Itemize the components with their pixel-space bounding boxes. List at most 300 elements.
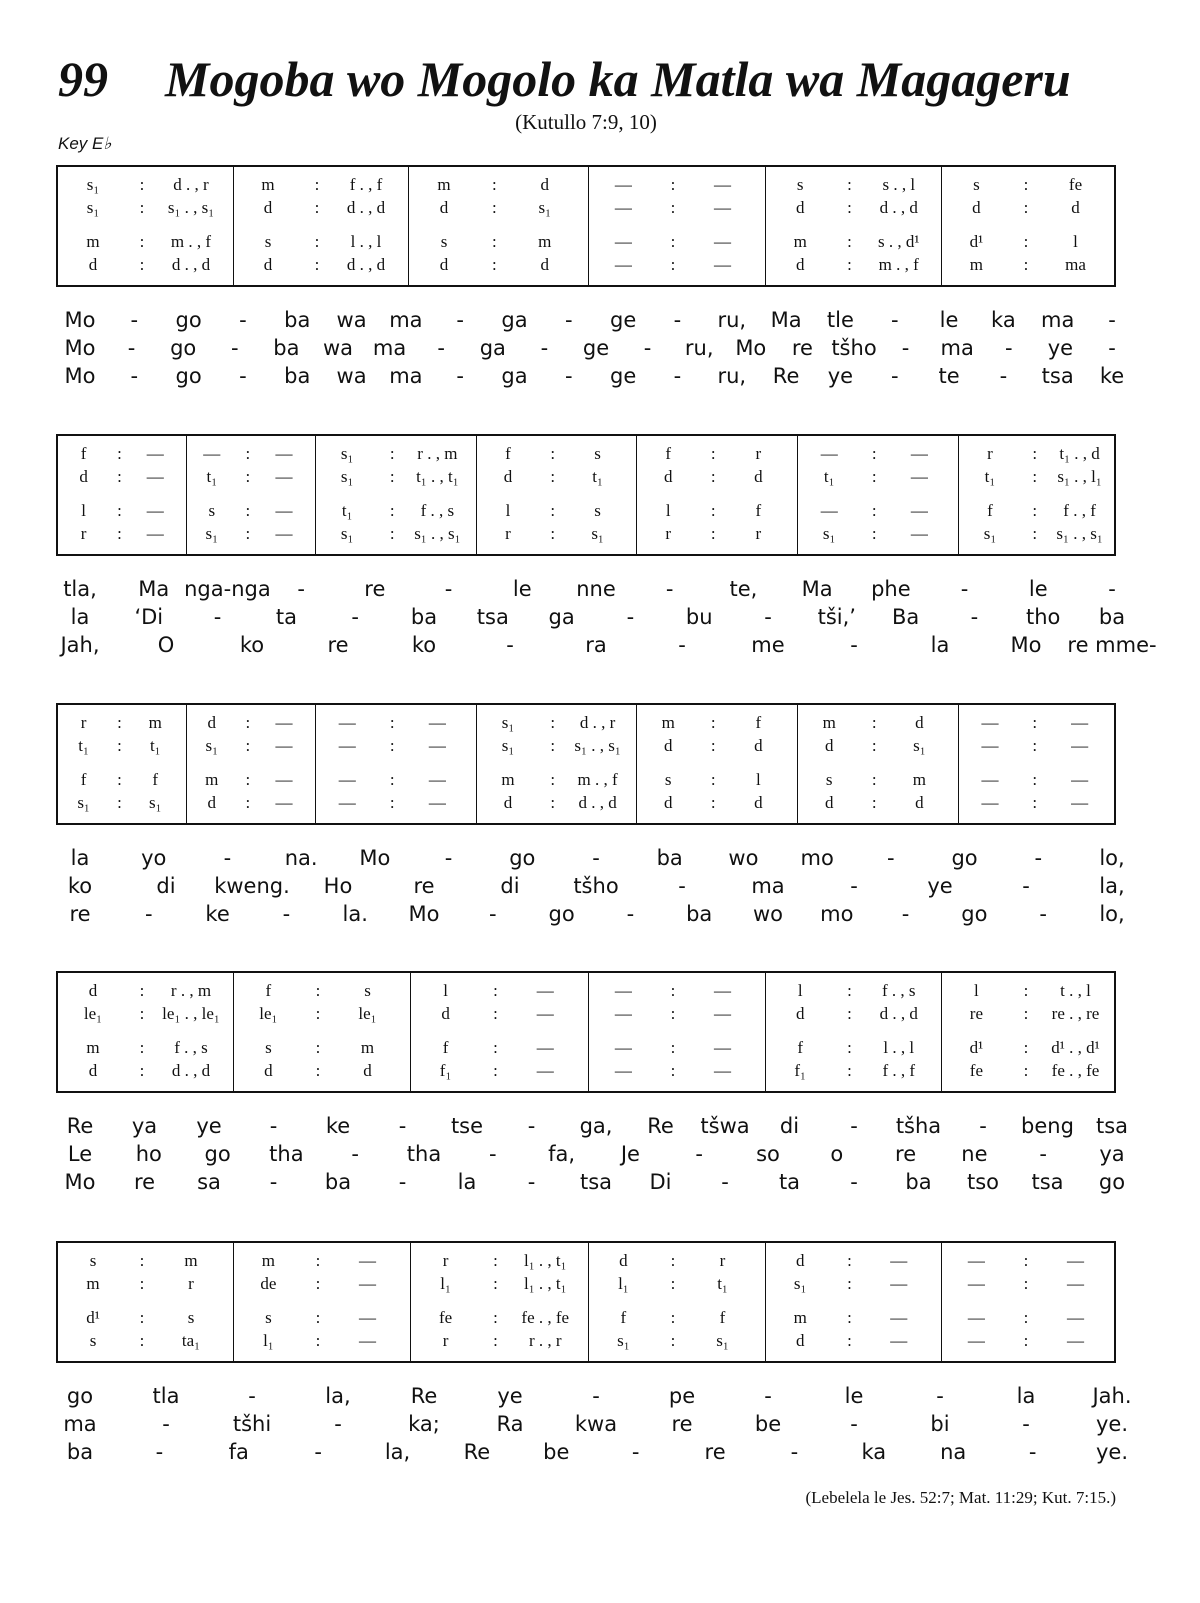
lyric-syllable: phe xyxy=(871,577,911,601)
lyric-syllable: ge xyxy=(582,336,610,360)
solfa-note: r . , r xyxy=(528,1331,562,1350)
solfa-note: l . , l xyxy=(350,232,382,251)
solfa-note: : xyxy=(1023,1004,1029,1023)
lyric-syllable: Le xyxy=(67,1142,93,1166)
lyric-syllable: - xyxy=(887,846,895,870)
solfa-note: m xyxy=(912,770,926,789)
lyric-syllable: tšha xyxy=(895,1114,942,1138)
solfa-note: — xyxy=(536,1038,554,1057)
solfa-note: l . , l xyxy=(883,1038,915,1057)
solfa-note: — xyxy=(614,232,632,251)
lyric-syllable: - xyxy=(936,1384,944,1408)
solfa-note: f . , s xyxy=(420,501,455,520)
solfa-note: d xyxy=(88,255,98,274)
lyric-syllable: go xyxy=(509,846,536,870)
bar-line xyxy=(410,973,411,1091)
solfa-note: d xyxy=(754,736,763,755)
solfa-note: le₁ . , le₁ xyxy=(162,1004,220,1023)
solfa-note: : xyxy=(670,1004,676,1023)
lyric-syllable: Ma xyxy=(770,308,802,332)
lyric-syllable: ba xyxy=(686,902,713,926)
solfa-note: d xyxy=(795,1004,805,1023)
lyric-syllable: la, xyxy=(384,1440,411,1464)
solfa-note: : xyxy=(389,793,395,812)
solfa-note: l xyxy=(505,501,511,520)
lyric-syllable: - xyxy=(444,577,453,601)
lyric-syllable: ba xyxy=(905,1170,932,1194)
lyric-syllable: - xyxy=(527,1170,536,1194)
lyric-syllable: tsa xyxy=(1031,1170,1064,1194)
solfa-note: : xyxy=(1023,981,1029,1000)
solfa-note: — xyxy=(338,713,356,732)
lyric-syllable: na. xyxy=(284,846,318,870)
solfa-note: — xyxy=(428,770,446,789)
solfa-note: l xyxy=(974,981,979,1000)
solfa-note: : xyxy=(492,232,497,251)
lyric-syllable: - xyxy=(506,633,514,657)
solfa-note: : xyxy=(550,467,556,486)
solfa-note: — xyxy=(1067,1331,1085,1350)
solfa-note: m xyxy=(538,232,552,251)
solfa-note: m xyxy=(969,255,984,274)
solfa-note: : xyxy=(389,444,395,463)
lyric-syllable: - xyxy=(790,1440,799,1464)
solfa-note: d¹ xyxy=(969,1038,984,1057)
solfa-note: f . , f xyxy=(882,1061,916,1080)
lyric-syllable: O xyxy=(157,633,175,657)
solfa-note: t₁ xyxy=(78,736,89,755)
solfa-note: : xyxy=(847,1251,852,1270)
solfa-note: m xyxy=(261,1251,276,1270)
solfa-note: — xyxy=(910,501,928,520)
solfa-note: s₁ xyxy=(86,175,100,194)
bar-line xyxy=(797,436,798,554)
lyric-syllable: ta xyxy=(275,605,297,629)
solfa-note: ta₁ xyxy=(181,1331,201,1350)
solfa-note: f xyxy=(665,444,672,463)
solfa-note: f xyxy=(505,444,511,463)
solfa-note: s₁ xyxy=(501,713,515,732)
lyric-syllable: te xyxy=(938,364,960,388)
solfa-note: : xyxy=(871,501,877,520)
solfa-note: : xyxy=(1032,467,1038,486)
solfa-note: s₁ . , s₁ xyxy=(1056,524,1103,543)
solfa-note: : xyxy=(1032,501,1038,520)
solfa-note: — xyxy=(275,770,293,789)
lyric-syllable: ‘Di xyxy=(134,605,164,629)
solfa-note: — xyxy=(275,736,293,755)
solfa-note: f xyxy=(80,444,87,463)
solfa-note: f . , f xyxy=(1063,501,1096,520)
solfa-note: : xyxy=(670,255,676,274)
solfa-note: s₁ xyxy=(148,793,162,812)
solfa-note: d xyxy=(207,793,217,812)
solfa-note: — xyxy=(890,1251,908,1270)
lyric-syllable: - xyxy=(1039,1142,1047,1166)
solfa-note: : xyxy=(847,255,852,274)
solfa-note: : xyxy=(710,501,716,520)
solfa-note: s xyxy=(265,1038,272,1057)
solfa-note: d xyxy=(663,736,673,755)
lyric-syllable: - xyxy=(456,308,464,332)
lyric-syllable: ge xyxy=(610,308,637,332)
lyric-syllable: - xyxy=(979,1114,987,1138)
solfa-note: : xyxy=(871,793,877,812)
solfa-note: — xyxy=(820,501,838,520)
lyric-syllable: ma xyxy=(372,336,407,360)
lyric-syllable: - xyxy=(351,605,359,629)
lyric-syllable: - xyxy=(890,308,899,332)
solfa-note: d . , d xyxy=(171,255,211,274)
lyric-syllable: - xyxy=(314,1440,322,1464)
solfa-note: d xyxy=(540,255,550,274)
bar-line xyxy=(765,1243,766,1361)
solfa-note: s₁ xyxy=(86,198,100,217)
lyric-syllable: go xyxy=(1098,1170,1126,1194)
lyric-syllable: ye. xyxy=(1095,1440,1129,1464)
lyric-syllable: Re xyxy=(647,1114,674,1138)
solfa-note: — xyxy=(714,232,732,251)
solfa-note: l₁ . , t₁ xyxy=(523,1251,567,1270)
solfa-note: d xyxy=(915,793,924,812)
music-system xyxy=(56,1241,1116,1363)
lyric-syllable: - xyxy=(565,308,573,332)
solfa-note: le₁ xyxy=(83,1004,103,1023)
bar-line xyxy=(588,1243,589,1361)
solfa-note: f₁ xyxy=(794,1061,806,1080)
solfa-note: s xyxy=(187,1308,195,1327)
lyric-syllable: re xyxy=(364,577,386,601)
solfa-note: : xyxy=(1023,198,1029,217)
lyric-syllable: - xyxy=(145,902,153,926)
solfa-note: s xyxy=(664,770,672,789)
solfa-note: f . , s xyxy=(174,1038,208,1057)
solfa-note: : xyxy=(117,444,122,463)
lyric-syllable: le xyxy=(844,1384,864,1408)
solfa-note: — xyxy=(614,198,632,217)
solfa-note: s xyxy=(208,501,216,520)
solfa-note: m xyxy=(661,713,675,732)
solfa-note: : xyxy=(139,175,145,194)
solfa-note: — xyxy=(146,501,164,520)
bar-line xyxy=(941,973,942,1091)
solfa-note: d xyxy=(264,1061,273,1080)
solfa-note: — xyxy=(714,175,732,194)
lyric-syllable: ma xyxy=(751,874,785,898)
lyric-syllable: Ba xyxy=(891,605,920,629)
lyric-syllable: mo xyxy=(820,902,854,926)
solfa-note: — xyxy=(714,1004,732,1023)
lyric-syllable: la xyxy=(457,1170,477,1194)
solfa-note: : xyxy=(710,444,716,463)
solfa-note: r xyxy=(505,524,511,543)
lyric-syllable: ka xyxy=(861,1440,887,1464)
lyric-syllable: tha xyxy=(269,1142,304,1166)
solfa-note: l xyxy=(665,501,671,520)
solfa-note: fe . , fe xyxy=(1051,1061,1100,1080)
solfa-note: f . , s xyxy=(881,981,916,1000)
solfa-note: s xyxy=(825,770,833,789)
lyric-syllable: Re xyxy=(66,1114,94,1138)
lyric-syllable: go xyxy=(175,364,202,388)
bar-line xyxy=(186,705,187,823)
solfa-note: t₁ xyxy=(823,467,835,486)
lyric-syllable: re xyxy=(704,1440,726,1464)
bar-line xyxy=(941,1243,942,1361)
solfa-note: — xyxy=(820,444,838,463)
solfa-note: d xyxy=(795,1331,805,1350)
solfa-note: t₁ . , d xyxy=(1059,444,1100,463)
lyric-syllable: - xyxy=(223,846,232,870)
solfa-note: : xyxy=(117,793,122,812)
lyric-syllable: - xyxy=(673,364,682,388)
lyric-syllable: go xyxy=(204,1142,231,1166)
lyric-syllable: ko xyxy=(67,874,93,898)
solfa-note: : xyxy=(389,770,395,789)
lyric-syllable: - xyxy=(489,902,497,926)
solfa-note: s₁ xyxy=(913,736,926,755)
lyric-syllable: la, xyxy=(325,1384,351,1408)
solfa-note: — xyxy=(275,501,293,520)
solfa-note: — xyxy=(981,770,999,789)
lyric-syllable: ma xyxy=(940,336,974,360)
solfa-note: : xyxy=(710,770,716,789)
lyric-syllable: be xyxy=(754,1412,782,1436)
lyric-syllable: ba xyxy=(284,308,311,332)
lyric-syllable: wa xyxy=(336,364,367,388)
solfa-note: : xyxy=(314,175,320,194)
lyric-syllable: - xyxy=(444,846,453,870)
solfa-note: : xyxy=(1023,1061,1029,1080)
lyric-syllable: - xyxy=(565,364,573,388)
solfa-note: : xyxy=(139,198,145,217)
solfa-note: — xyxy=(146,524,164,543)
solfa-note: d xyxy=(79,467,88,486)
solfa-note: s₁ xyxy=(77,793,90,812)
solfa-note: : xyxy=(847,1061,852,1080)
lyric-syllable: la xyxy=(70,605,90,629)
solfa-note: — xyxy=(1071,793,1089,812)
lyric-syllable: go xyxy=(175,308,202,332)
solfa-note: — xyxy=(275,524,293,543)
solfa-note: : xyxy=(847,198,852,217)
solfa-note: f xyxy=(719,1308,726,1327)
lyric-syllable: tla xyxy=(152,1384,180,1408)
solfa-note: : xyxy=(315,1061,321,1080)
lyric-syllable: - xyxy=(850,1114,858,1138)
lyric-syllable: go xyxy=(170,336,197,360)
solfa-note: : xyxy=(1032,736,1038,755)
solfa-note: le₁ xyxy=(358,1004,377,1023)
solfa-note: : xyxy=(1032,713,1038,732)
solfa-note: — xyxy=(428,736,446,755)
lyric-syllable: Mo xyxy=(64,1170,96,1194)
solfa-note: ma xyxy=(1065,255,1086,274)
lyric-syllable: Re xyxy=(410,1384,438,1408)
solfa-note: r xyxy=(80,524,87,543)
solfa-note: : xyxy=(1023,1331,1029,1350)
solfa-note: l xyxy=(443,981,448,1000)
solfa-note: : xyxy=(492,175,497,194)
solfa-note: f xyxy=(442,1038,449,1057)
solfa-note: : xyxy=(315,1251,321,1270)
bar-line xyxy=(476,705,477,823)
lyric-syllable: ke xyxy=(1099,364,1125,388)
lyric-syllable: re xyxy=(327,633,349,657)
solfa-note: s xyxy=(594,501,601,520)
solfa-note: : xyxy=(139,1038,145,1057)
lyric-syllable: Mo xyxy=(408,902,440,926)
lyric-syllable: - xyxy=(850,1170,858,1194)
lyric-syllable: - xyxy=(130,364,139,388)
solfa-note: : xyxy=(139,1331,145,1350)
solfa-note: f xyxy=(265,981,272,1000)
solfa-note: — xyxy=(203,444,221,463)
solfa-note: d xyxy=(503,793,513,812)
solfa-note: : xyxy=(117,501,122,520)
solfa-note: : xyxy=(1023,1251,1029,1270)
lyric-syllable: tle xyxy=(826,308,854,332)
bar-line xyxy=(958,705,959,823)
lyric-syllable: sa xyxy=(197,1170,221,1194)
solfa-note: : xyxy=(493,1038,498,1057)
solfa-note: — xyxy=(146,444,164,463)
solfa-note: — xyxy=(981,736,999,755)
lyric-syllable: - xyxy=(1022,874,1030,898)
lyric-syllable: ga xyxy=(548,605,575,629)
key-signature: Key E♭ xyxy=(58,134,112,153)
lyric-syllable: wa xyxy=(336,308,367,332)
solfa-note: le₁ xyxy=(259,1004,278,1023)
solfa-note: : xyxy=(871,467,877,486)
lyric-syllable: - xyxy=(665,577,674,601)
lyric-syllable: - xyxy=(695,1142,703,1166)
lyric-syllable: ko xyxy=(411,633,437,657)
solfa-note: s . , d¹ xyxy=(878,232,920,251)
solfa-note: m xyxy=(822,713,836,732)
solfa-note: : xyxy=(493,1004,498,1023)
lyric-syllable: mo xyxy=(800,846,834,870)
solfa-note: : xyxy=(847,981,852,1000)
lyric-syllable: tsa xyxy=(476,605,509,629)
lyric-syllable: - xyxy=(999,364,1008,388)
solfa-note: l₁ xyxy=(440,1274,451,1293)
solfa-note: : xyxy=(1032,444,1038,463)
solfa-note: — xyxy=(910,467,928,486)
solfa-note: — xyxy=(981,793,999,812)
lyric-syllable: tsa xyxy=(1041,364,1074,388)
solfa-note: : xyxy=(314,198,320,217)
solfa-note: — xyxy=(536,981,554,1000)
solfa-note: : xyxy=(871,736,877,755)
lyric-syllable: - xyxy=(592,1384,600,1408)
solfa-note: d xyxy=(439,255,449,274)
solfa-note: r xyxy=(755,524,762,543)
solfa-note: re . , re xyxy=(1051,1004,1100,1023)
solfa-note: d xyxy=(663,793,673,812)
solfa-note: : xyxy=(245,736,251,755)
solfa-note: f xyxy=(152,770,159,789)
solfa-note: : xyxy=(315,1004,321,1023)
bar-line xyxy=(797,705,798,823)
lyric-syllable: - xyxy=(678,874,686,898)
solfa-note: — xyxy=(910,444,928,463)
lyric-syllable: Ra xyxy=(496,1412,524,1436)
lyric-syllable: wo xyxy=(752,902,784,926)
solfa-note: — xyxy=(338,793,356,812)
solfa-note: — xyxy=(275,793,293,812)
solfa-note: : xyxy=(550,444,556,463)
lyric-syllable: la xyxy=(70,846,90,870)
lyric-syllable: re mme- xyxy=(1067,633,1157,657)
lyric-syllable: ga, xyxy=(579,1114,613,1138)
music-system xyxy=(56,703,1116,825)
lyric-syllable: tho xyxy=(1025,605,1061,629)
lyric-syllable: - xyxy=(162,1412,170,1436)
solfa-note: — xyxy=(275,713,293,732)
solfa-note: m xyxy=(184,1251,198,1270)
lyric-syllable: wa xyxy=(322,336,354,360)
lyric-syllable: ga xyxy=(479,336,506,360)
solfa-note: — xyxy=(1067,1274,1085,1293)
lyric-syllable: bu xyxy=(685,605,713,629)
solfa-note: : xyxy=(139,1308,145,1327)
lyric-syllable: tso xyxy=(966,1170,1000,1194)
solfa-note: : xyxy=(847,232,852,251)
solfa-note: d . , d xyxy=(346,198,386,217)
lyric-syllable: la, xyxy=(1099,874,1125,898)
solfa-note: d . , r xyxy=(173,175,209,194)
solfa-note: d xyxy=(795,1251,805,1270)
solfa-note: : xyxy=(670,175,676,194)
solfa-note: — xyxy=(1067,1308,1085,1327)
solfa-note: d xyxy=(263,255,273,274)
lyric-syllable: tla, xyxy=(63,577,97,601)
lyric-syllable: - xyxy=(398,1114,407,1138)
solfa-note: s xyxy=(89,1251,97,1270)
solfa-note: — xyxy=(967,1251,985,1270)
bar-line xyxy=(941,167,942,285)
solfa-note: d xyxy=(88,1061,98,1080)
solfa-note: fe xyxy=(438,1308,453,1327)
lyric-syllable: re xyxy=(895,1142,917,1166)
solfa-note: : xyxy=(493,1251,498,1270)
solfa-note: d xyxy=(439,198,449,217)
solfa-note: : xyxy=(245,770,251,789)
lyric-syllable: - xyxy=(269,1114,278,1138)
lyric-syllable: - xyxy=(1005,336,1013,360)
lyric-syllable: - xyxy=(631,1440,640,1464)
lyric-syllable: go xyxy=(951,846,978,870)
lyric-syllable: - xyxy=(282,902,291,926)
solfa-note: — xyxy=(275,467,293,486)
lyric-syllable: - xyxy=(1108,577,1116,601)
solfa-note: : xyxy=(493,1274,498,1293)
solfa-note: fe xyxy=(969,1061,983,1080)
solfa-note: l₁ . , t₁ xyxy=(523,1274,567,1293)
solfa-note: : xyxy=(670,1308,676,1327)
solfa-note: — xyxy=(146,467,164,486)
solfa-note: l xyxy=(81,501,86,520)
solfa-note: : xyxy=(710,467,716,486)
lyric-syllable: Jah, xyxy=(60,633,100,657)
lyric-syllable: - xyxy=(127,336,136,360)
solfa-note: — xyxy=(338,736,356,755)
lyric-syllable: re xyxy=(671,1412,693,1436)
solfa-note: : xyxy=(117,524,122,543)
lyric-syllable: go xyxy=(961,902,988,926)
lyric-syllable: - xyxy=(764,1384,772,1408)
